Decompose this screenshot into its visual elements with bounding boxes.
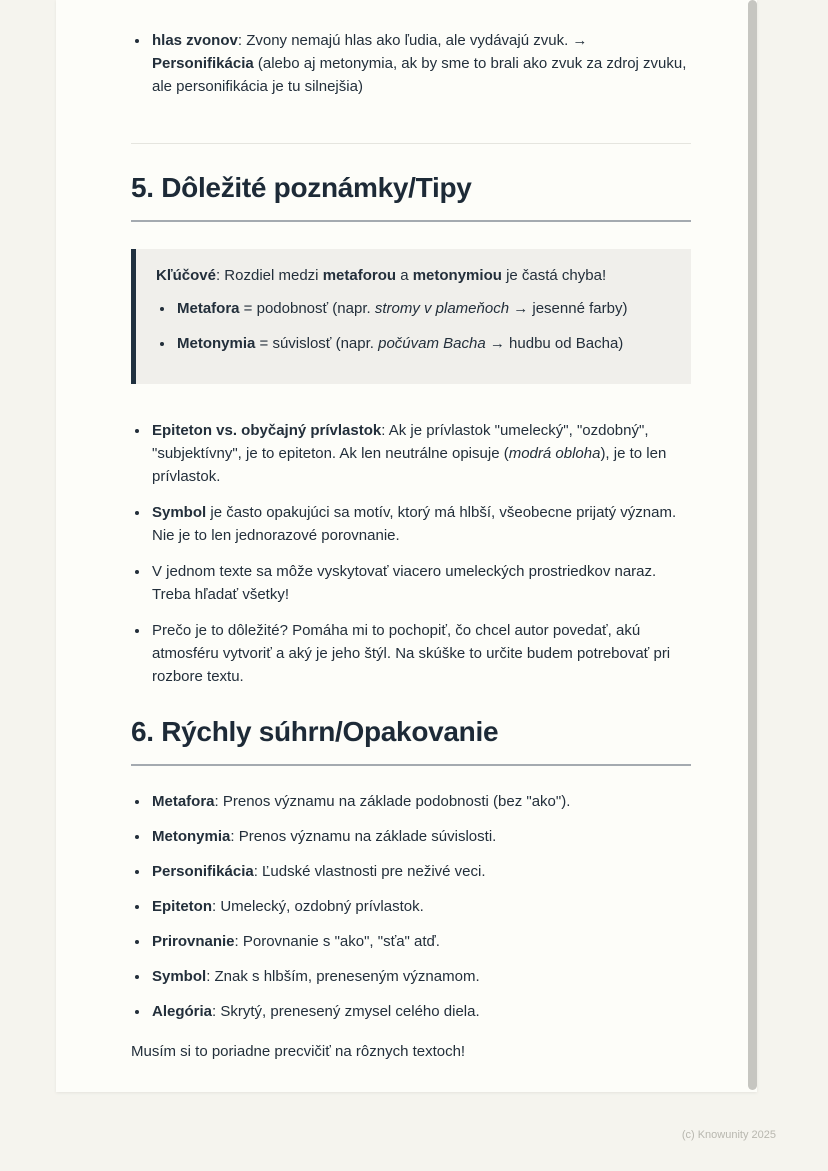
list-item: • Metonymia: Prenos významu na základe súvislosti.	[150, 825, 691, 848]
section-divider	[131, 143, 691, 144]
section-6-heading: 6. Rýchly súhrn/Opakovanie	[131, 715, 691, 766]
list-item: • Metafora = podobnosť (napr. stromy v plameňoch → jesenné farby)	[175, 297, 671, 320]
list-item: • V jednom texte sa môže vyskytovať viacero umeleckých prostriedkov naraz. Treba hľadať všetky!	[150, 560, 691, 606]
list-item: • Symbol: Znak s hlbším, preneseným významom.	[150, 965, 691, 988]
tips-bullet-list	[131, 419, 691, 688]
list-item: • Personifikácia: Ľudské vlastnosti pre neživé veci.	[150, 860, 691, 883]
list-item: • Metafora: Prenos významu na základe podobnosti (bez "ako").	[150, 790, 691, 813]
section-5-heading: 5. Dôležité poznámky/Tipy	[131, 171, 691, 222]
document-page	[56, 0, 757, 1092]
document-content	[131, 0, 691, 1063]
list-item: • Epiteton vs. obyčajný prívlastok: Ak je prívlastok "umelecký", "ozdobný", "subjektívny", je to epiteton. Ak len neutrálne opisuje (modrá obloha), je to len prívlastok.	[150, 419, 691, 488]
list-item: • Prečo je to dôležité? Pomáha mi to pochopiť, čo chcel autor povedať, akú atmosféru vytvoriť a aký je jeho štýl. Na skúške to určite budem potrebovať pri rozbore textu.	[150, 619, 691, 688]
list-item: • Prirovnanie: Porovnanie s "ako", "sťa" atď.	[150, 930, 691, 953]
intro-bullet-list	[131, 29, 691, 98]
list-item: • Metonymia = súvislosť (napr. počúvam Bacha → hudbu od Bacha)	[175, 332, 671, 355]
scrollbar-thumb[interactable]	[748, 0, 757, 1090]
copyright-notice: (c) Knowunity 2025	[681, 1129, 776, 1141]
callout-bullet-list	[156, 297, 671, 355]
closing-note: Musím si to poriadne precvičiť na rôznych textoch!	[131, 1043, 466, 1060]
callout-intro-text: Kľúčové: Rozdiel medzi metaforou a metonymiou je častá chyba!	[156, 267, 607, 284]
summary-bullet-list	[131, 790, 691, 1023]
key-callout	[131, 249, 691, 384]
list-item: • hlas zvonov: Zvony nemajú hlas ako ľudia, ale vydávajú zvuk. → Personifikácia (alebo aj metonymia, ak by sme to brali ako zvuk za zdroj zvuku, ale personifikácia je tu silnejšia)	[150, 29, 691, 98]
list-item: • Epiteton: Umelecký, ozdobný prívlastok.	[150, 895, 691, 918]
list-item: • Alegória: Skrytý, prenesený zmysel celého diela.	[150, 1000, 691, 1023]
list-item: • Symbol je často opakujúci sa motív, ktorý má hlbší, všeobecne prijatý význam. Nie je to len jednorazové porovnanie.	[150, 501, 691, 547]
